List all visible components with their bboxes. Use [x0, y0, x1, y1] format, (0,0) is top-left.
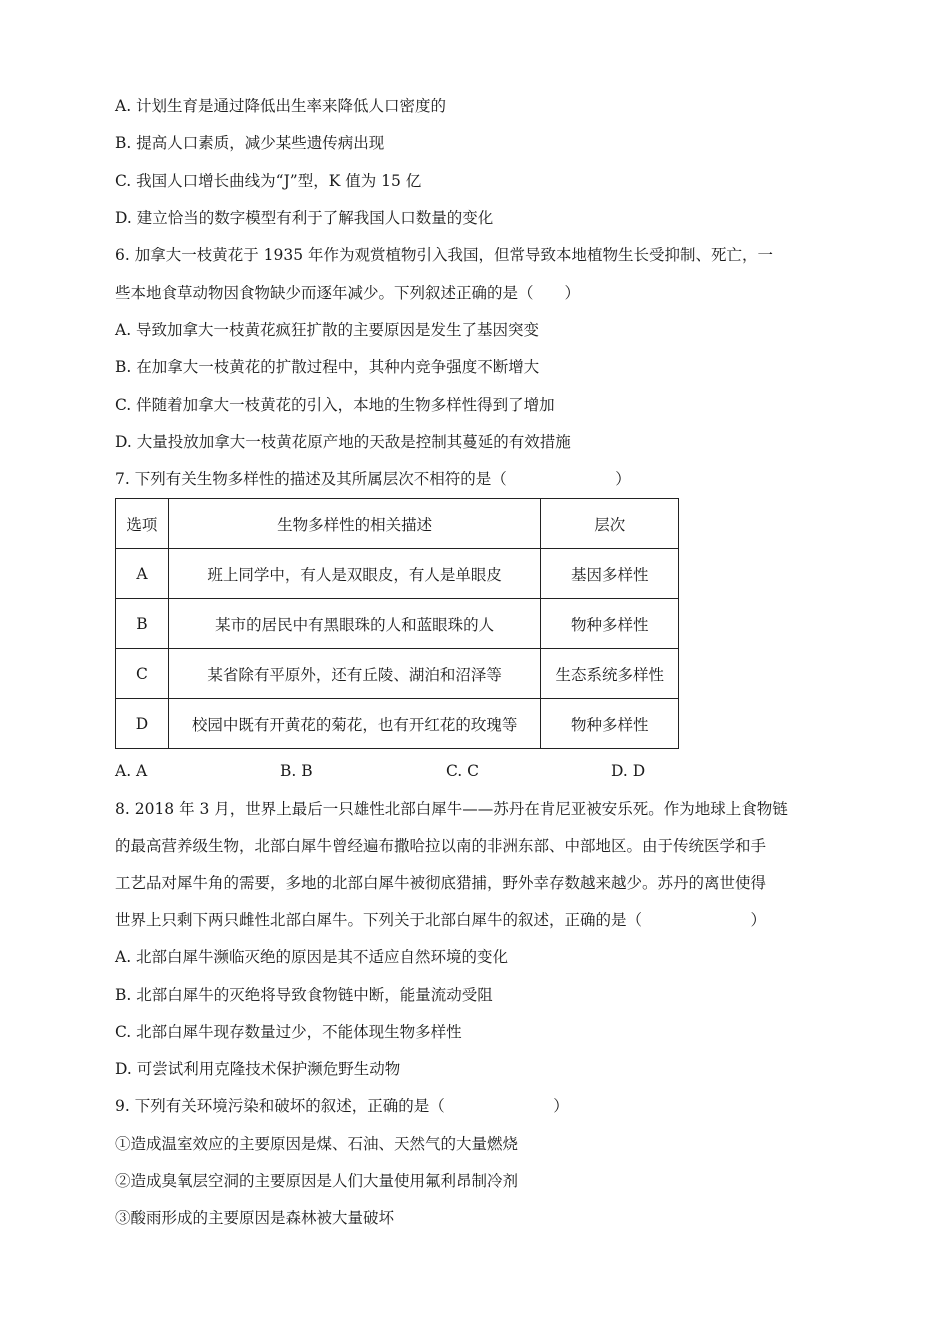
q8-stem-line1: 8. 2018 年 3 月，世界上最后一只雄性北部白犀牛——苏丹在肯尼亚被安乐死。作为地球上食物链	[115, 800, 788, 818]
table-cell: 物种多样性	[541, 699, 679, 749]
q8-option-c: C. 北部白犀牛现存数量过少，不能体现生物多样性	[115, 1023, 462, 1041]
q9-item-1: ①造成温室效应的主要原因是煤、石油、天然气的大量燃烧	[115, 1135, 519, 1153]
table-cell: 生态系统多样性	[541, 649, 679, 699]
table-row	[116, 649, 679, 699]
q6-option-d: D. 大量投放加拿大一枝黄花原产地的天敌是控制其蔓延的有效措施	[115, 433, 571, 451]
table-cell: B	[116, 599, 169, 649]
q5-option-a: A. 计划生育是通过降低出生率来降低人口密度的	[115, 97, 447, 115]
table-row	[116, 699, 679, 749]
q6-stem-line1: 6. 加拿大一枝黄花于 1935 年作为观赏植物引入我国，但常导致本地植物生长受抑制、死亡，一	[115, 246, 774, 264]
q7-answer-b: B. B	[280, 762, 313, 780]
q5-option-b: B. 提高人口素质，减少某些遗传病出现	[115, 134, 385, 152]
q5-option-d: D. 建立恰当的数字模型有利于了解我国人口数量的变化	[115, 209, 494, 227]
table-cell: 基因多样性	[541, 549, 679, 599]
table-cell: 校园中既有开黄花的菊花，也有开红花的玫瑰等	[168, 699, 541, 749]
q9-item-2: ②造成臭氧层空洞的主要原因是人们大量使用氟利昂制冷剂	[115, 1172, 519, 1190]
q7-table	[115, 498, 679, 749]
q8-stem-line4: 世界上只剩下两只雌性北部白犀牛。下列关于北部白犀牛的叙述，正确的是（ ）	[115, 911, 767, 929]
q6-option-b: B. 在加拿大一枝黄花的扩散过程中，其种内竞争强度不断增大	[115, 358, 540, 376]
table-header-cell: 生物多样性的相关描述	[168, 499, 541, 549]
q6-stem-line2: 些本地食草动物因食物缺少而逐年减少。下列叙述正确的是（ ）	[115, 284, 581, 302]
q7-answer-a: A. A	[115, 762, 148, 780]
q8-stem-line3: 工艺品对犀牛角的需要，多地的北部白犀牛被彻底猎捕，野外幸存数越来越少。苏丹的离世使得	[115, 874, 767, 892]
table-row	[116, 599, 679, 649]
table-cell: A	[116, 549, 169, 599]
q9-stem: 9. 下列有关环境污染和破坏的叙述，正确的是（ ）	[115, 1097, 569, 1115]
table-header-row	[116, 499, 679, 549]
q8-option-a: A. 北部白犀牛濒临灭绝的原因是其不适应自然环境的变化	[115, 948, 509, 966]
q9-item-3: ③酸雨形成的主要原因是森林被大量破坏	[115, 1209, 395, 1227]
q7-stem: 7. 下列有关生物多样性的描述及其所属层次不相符的是（ ）	[115, 470, 631, 488]
q8-option-d: D. 可尝试利用克隆技术保护濒危野生动物	[115, 1060, 401, 1078]
table-cell: 物种多样性	[541, 599, 679, 649]
table-cell: 班上同学中，有人是双眼皮，有人是单眼皮	[168, 549, 541, 599]
table-cell: 某省除有平原外，还有丘陵、湖泊和沼泽等	[168, 649, 541, 699]
table-header-cell: 选项	[116, 499, 169, 549]
table-cell: 某市的居民中有黑眼珠的人和蓝眼珠的人	[168, 599, 541, 649]
table-cell: C	[116, 649, 169, 699]
q7-answer-c: C. C	[446, 762, 480, 780]
q5-option-c: C. 我国人口增长曲线为“J”型，K 值为 15 亿	[115, 172, 422, 190]
table-row	[116, 549, 679, 599]
table-cell: D	[116, 699, 169, 749]
q6-option-a: A. 导致加拿大一枝黄花疯狂扩散的主要原因是发生了基因突变	[115, 321, 540, 339]
q6-option-c: C. 伴随着加拿大一枝黄花的引入，本地的生物多样性得到了增加	[115, 396, 555, 414]
q8-option-b: B. 北部白犀牛的灭绝将导致食物链中断，能量流动受阻	[115, 986, 493, 1004]
q7-answer-d: D. D	[611, 762, 646, 780]
q8-stem-line2: 的最高营养级生物，北部白犀牛曾经遍布撒哈拉以南的非洲东部、中部地区。由于传统医学和手	[115, 837, 767, 855]
table-header-cell: 层次	[541, 499, 679, 549]
